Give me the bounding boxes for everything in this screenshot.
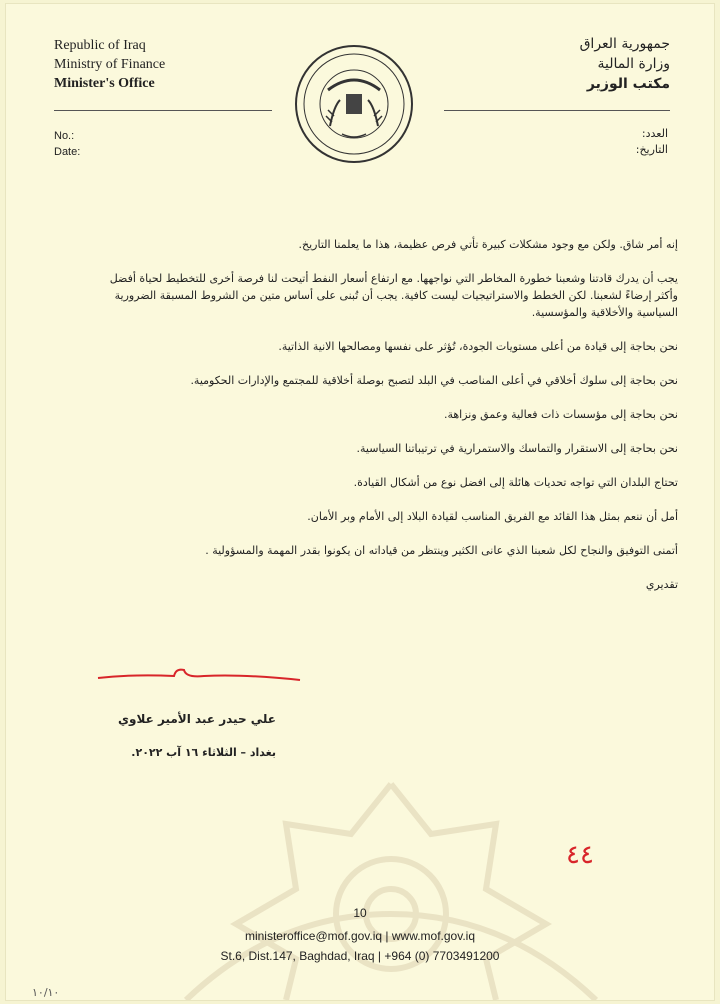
paragraph: إنه أمر شاق. ولكن مع وجود مشكلات كبيرة تأتي فرص عظيمة، هذا ما يعلمنا التاريخ. [298,238,678,251]
paragraph: نحن بحاجة إلى الاستقرار والتماسك والاستمرارية في ترتيباتنا السياسية. [356,442,678,455]
number-label: No.: [54,130,75,142]
page-number: 10 [353,906,367,920]
footer-address: St.6, Dist.147, Baghdad, Iraq | +964 (0) 7703491200 [220,949,500,963]
meta-arabic [636,126,668,158]
header-ministry-ar: وزارة المالية [597,56,670,72]
letter-body [106,236,678,610]
footer-contact: ministeroffice@mof.gov.iq | www.mof.gov.iq [244,929,476,943]
footer [6,906,714,966]
closing-regards: تقديري [645,578,678,591]
signer-name: علي حيدر عبد الأمير علاوي [118,712,276,726]
header-ministry: Ministry of Finance [54,57,166,72]
header-country-ar: جمهورية العراق [579,36,670,52]
paragraph: نحن بحاجة إلى مؤسسات ذات فعالية وعمق ونزاهة. [443,408,678,421]
header-office-ar: مكتب الوزير [586,76,670,92]
paragraph: نحن بحاجة إلى قيادة من أعلى مستويات الجودة، تُؤثر على نفسها ومصالحها الانية الذاتية. [278,340,678,353]
header-english-block [54,36,165,93]
paragraph: يجب أن يدرك قادتنا وشعبنا خطورة المخاطر التي نواجهها. مع ارتفاع أسعار النفط أتيحت لنا فرصة أخرى للتخطيط لحياة أفضل وأكثر إرضاءً لشعبنا. لكن الخطط والاستراتيجيات ليست كافية. يجب أن تُبنى على أساس متين من الشروط المسبقة الضرورية السياسية والأخلاقية والمؤسسية. [109,272,678,319]
paragraph: أتمنى التوفيق والنجاح لكل شعبنا الذي عانى الكثير وينتظر من قياداته ان يكونوا بقدر المهمة والمسؤولية . [205,544,678,557]
handwritten-page-mark: ٤٤ [566,840,594,870]
date-label: Date: [54,146,81,158]
corner-page-note: ١٠/١٠ [32,986,60,999]
header-rule-right [444,110,670,111]
header-rule-left [54,110,272,111]
paragraph: تحتاج البلدان التي تواجه تحديات هائلة إلى افضل نوع من أشكال القيادة. [353,476,678,489]
handwritten-signature-icon [94,664,304,688]
meta-english [54,128,80,160]
letter-page [6,4,714,1000]
ministry-seal-icon [294,30,414,178]
header-country: Republic of Iraq [54,38,146,53]
date-label-ar: التاريخ: [635,143,668,156]
paragraph: نحن بحاجة إلى سلوك أخلاقي في أعلى المناصب في البلد لتصبح بوصلة أخلاقية للمجتمع والإدارات الحكومية. [190,374,678,387]
paragraph: أمل أن ننعم بمثل هذا القائد مع الفريق المناسب لقيادة البلاد إلى الأمام وبر الأمان. [307,510,678,523]
header-arabic-block [580,34,670,94]
number-label-ar: العدد: [641,127,668,140]
header-office: Minister's Office [54,76,155,91]
place-date: بغداد – الثلاثاء ١٦ آب ٢٠٢٢. [131,746,276,759]
